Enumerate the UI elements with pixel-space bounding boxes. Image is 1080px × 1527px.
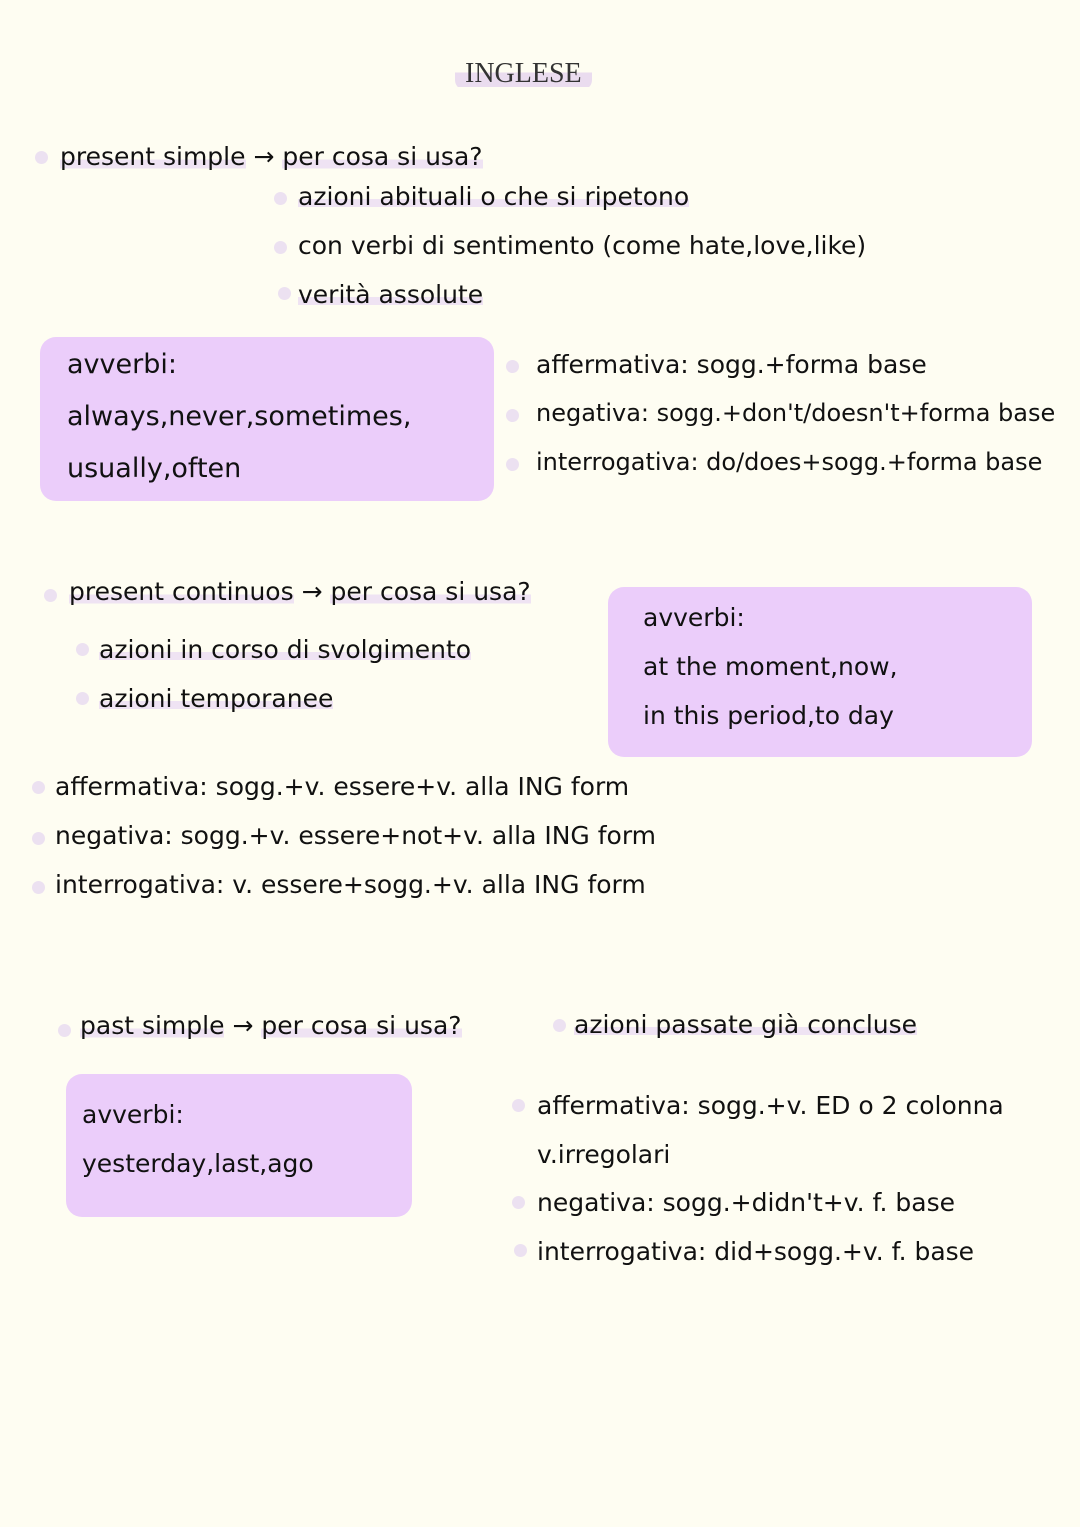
use-item: azioni temporanee xyxy=(99,684,334,713)
adverbs-line: always,never,sometimes, xyxy=(67,401,412,432)
bullet-icon xyxy=(512,1099,525,1112)
form-item: affermativa: sogg.+v. essere+v. alla ING form xyxy=(55,772,630,801)
form-item: affermativa: sogg.+forma base xyxy=(536,350,927,379)
adverbs-line: usually,often xyxy=(67,453,242,484)
form-item-continued: v.irregolari xyxy=(537,1140,671,1169)
bullet-icon xyxy=(506,458,519,471)
use-item: azioni abituali o che si ripetono xyxy=(298,182,690,211)
adverbs-line: at the moment,now, xyxy=(643,652,898,681)
bullet-icon xyxy=(514,1244,527,1257)
adverbs-label: avverbi: xyxy=(67,349,177,380)
bullet-icon xyxy=(35,151,48,164)
use-item: azioni passate già concluse xyxy=(574,1010,918,1039)
bullet-icon xyxy=(278,287,291,300)
form-item: interrogativa: do/does+sogg.+forma base xyxy=(536,448,1043,476)
form-item: negativa: sogg.+didn't+v. f. base xyxy=(537,1188,955,1217)
adverbs-label: avverbi: xyxy=(82,1100,184,1129)
bullet-icon xyxy=(274,192,287,205)
bullet-icon xyxy=(553,1019,566,1032)
bullet-icon xyxy=(32,781,45,794)
bullet-icon xyxy=(506,409,519,422)
adverbs-box xyxy=(608,587,1032,757)
use-item: azioni in corso di svolgimento xyxy=(99,635,472,664)
bullet-icon xyxy=(44,589,57,602)
page-title: INGLESE xyxy=(455,58,592,90)
present-continuous-heading: present continuos → per cosa si usa? xyxy=(69,577,531,606)
form-item: negativa: sogg.+v. essere+not+v. alla ING form xyxy=(55,821,657,850)
adverbs-box xyxy=(66,1074,412,1217)
form-item: interrogativa: did+sogg.+v. f. base xyxy=(537,1237,975,1266)
bullet-icon xyxy=(32,832,45,845)
adverbs-label: avverbi: xyxy=(643,603,745,632)
adverbs-line: yesterday,last,ago xyxy=(82,1149,314,1178)
bullet-icon xyxy=(274,241,287,254)
past-simple-heading: past simple → per cosa si usa? xyxy=(80,1011,462,1040)
present-simple-heading: present simple → per cosa si usa? xyxy=(60,142,483,171)
bullet-icon xyxy=(76,692,89,705)
bullet-icon xyxy=(58,1024,71,1037)
form-item: affermativa: sogg.+v. ED o 2 colonna xyxy=(537,1091,1004,1120)
form-item: interrogativa: v. essere+sogg.+v. alla ING form xyxy=(55,870,646,899)
bullet-icon xyxy=(506,360,519,373)
adverbs-box xyxy=(40,337,494,501)
use-item: con verbi di sentimento (come hate,love,like) xyxy=(298,231,867,260)
bullet-icon xyxy=(76,643,89,656)
form-item: negativa: sogg.+don't/doesn't+forma base xyxy=(536,399,1056,427)
adverbs-line: in this period,to day xyxy=(643,701,894,730)
bullet-icon xyxy=(512,1196,525,1209)
bullet-icon xyxy=(32,881,45,894)
use-item: verità assolute xyxy=(298,280,484,309)
